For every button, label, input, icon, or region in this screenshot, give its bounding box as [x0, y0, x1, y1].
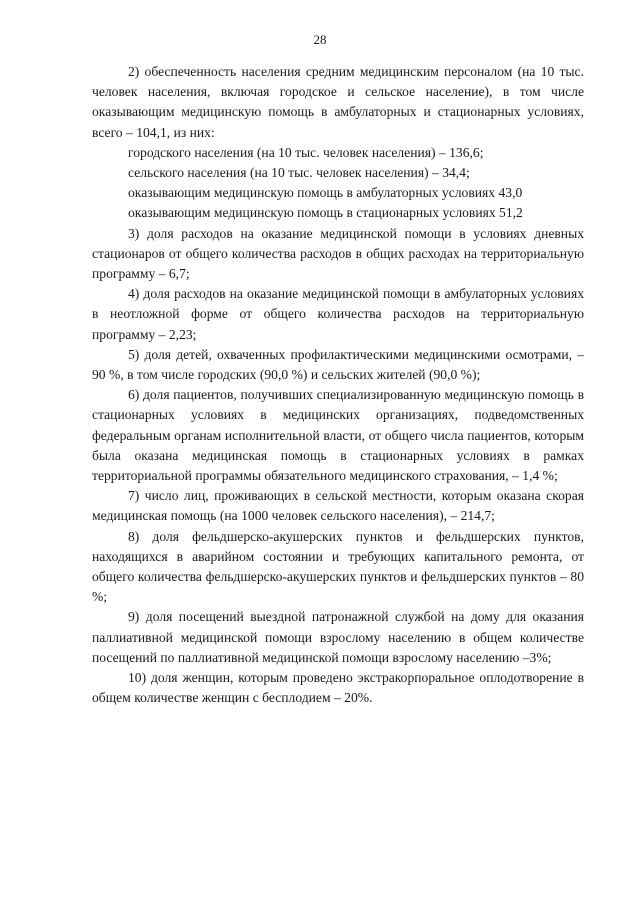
- paragraph-item-8: 8) доля фельдшерско-акушерских пунктов и фельдшерских пунктов, находящихся в аварийном состоянии и требующих капитального ремонта, от общего количества фельдшерско-акушерских пунктов и фельдшерских пунктов – 80 %;: [92, 528, 584, 605]
- paragraph-item-6: 6) доля пациентов, получивших специализированную медицинскую помощь в стационарных условиях в медицинских организациях, подведомственных федеральным органам исполнительной власти, от общего числа пациентов, которым была оказана медицинская помощь в стационарных условиях в рамках территориальной программы обязательного медицинского страхования, – 1,4 %;: [92, 387, 584, 484]
- paragraph-rural: сельского населения (на 10 тыс. человек населения) – 34,4;: [128, 165, 470, 181]
- paragraph-item-4: 4) доля расходов на оказание медицинской помощи в амбулаторных условиях в неотложной форме от общего количества расходов на территориальную программу – 2,23;: [92, 286, 584, 342]
- paragraph-item-7: 7) число лиц, проживающих в сельской местности, которым оказана скорая медицинская помощь (на 1000 человек сельского населения), – 214,7;: [92, 488, 584, 524]
- document-body: [92, 62, 584, 709]
- paragraph-inpatient: оказывающим медицинскую помощь в стационарных условиях 51,2: [128, 205, 523, 221]
- paragraph-item-9: 9) доля посещений выездной патронажной службой на дому для оказания паллиативной медицинской помощи взрослому населению в общем количестве посещений по паллиативной медицинской помощи взрослому населению –3%;: [92, 609, 584, 665]
- paragraph-item-3: 3) доля расходов на оказание медицинской помощи в условиях дневных стационаров от общего количества расходов в общих расходах на территориальную программу – 6,7;: [92, 225, 584, 282]
- paragraph-item-10: 10) доля женщин, которым проведено экстракорпоральное оплодотворение в общем количестве женщин с бесплодием – 20%.: [92, 670, 584, 706]
- page-number: 28: [313, 32, 327, 47]
- paragraph-urban: городского населения (на 10 тыс. человек населения) – 136,6;: [128, 144, 484, 160]
- paragraph-ambulatory: оказывающим медицинскую помощь в амбулаторных условиях 43,0: [128, 185, 523, 201]
- paragraph-item-2: 2) обеспеченность населения средним медицинским персоналом (на 10 тыс. человек населения, включая городское и сельское население), в том числе оказывающим медицинскую помощь в амбулаторных и стационарных условиях, всего – 104,1, из них:: [92, 64, 584, 140]
- paragraph-item-5: 5) доля детей, охваченных профилактическими медицинскими осмотрами, – 90 %, в том числе городских (90,0 %) и сельских жителей (90,0 %);: [92, 346, 584, 383]
